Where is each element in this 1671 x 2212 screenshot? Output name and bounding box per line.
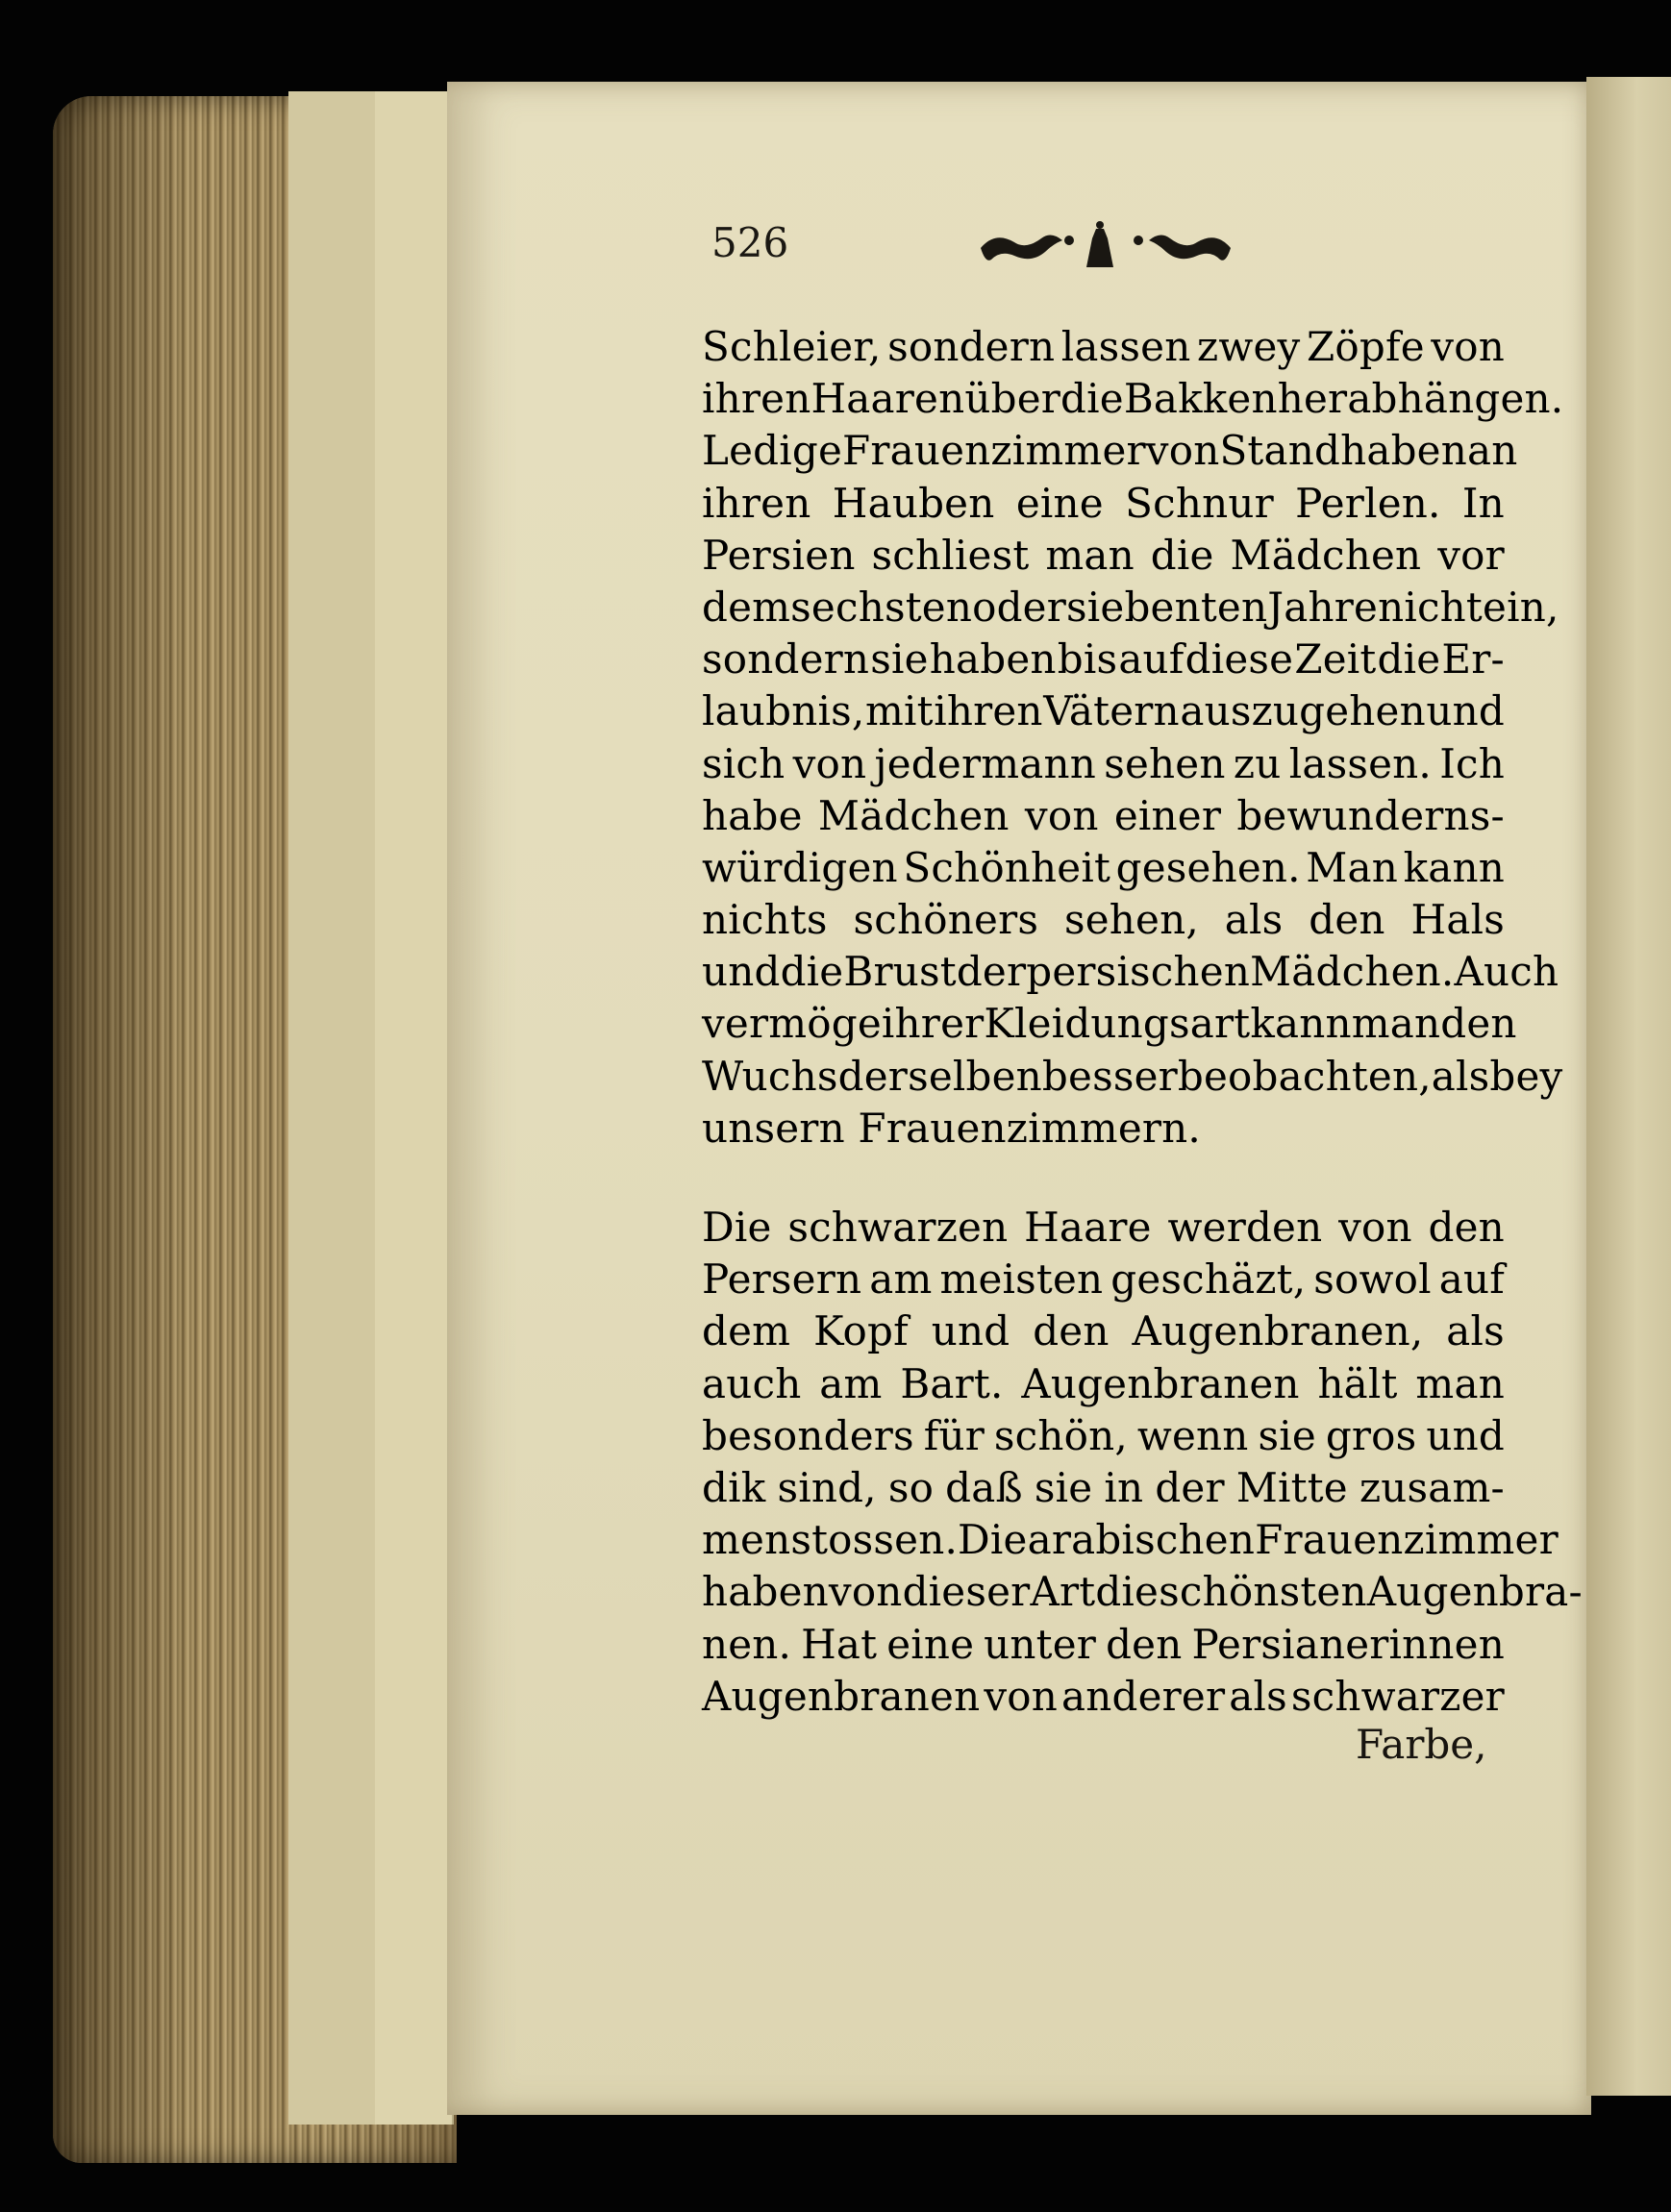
text-line: vermöge ihrer Kleidungsart kann man den <box>702 1000 1517 1048</box>
text-line: laubnis, mit ihren Vätern auszugehen und <box>702 687 1505 735</box>
ornament-icon <box>961 219 1250 272</box>
text-line: men stossen. Die arabischen Frauenzimmer <box>702 1516 1559 1564</box>
text-line: Persien schliest man die Mädchen vor <box>702 531 1505 579</box>
text-line: ihren Haaren über die Bakken herabhängen. <box>702 375 1564 423</box>
text-line: sondern sie haben bis auf diese Zeit die Er- <box>702 635 1505 683</box>
text-line: dem Kopf und den Augenbranen, als <box>702 1307 1505 1355</box>
leaf-edge <box>375 91 454 2125</box>
text-line: dem sechsten oder siebenten Jahre nicht ein, <box>702 583 1559 631</box>
facing-page-edge <box>1586 77 1671 2096</box>
text-line: würdigen Schönheit gesehen. Man kann <box>702 843 1505 891</box>
text-line: Die schwarzen Haare werden von den <box>702 1204 1505 1251</box>
text-line: unsern Frauenzimmern. <box>702 1104 1201 1152</box>
text-line: Persern am meisten geschäzt, sowol auf <box>702 1255 1505 1304</box>
text-line: besonders für schön, wenn sie gros und <box>702 1411 1505 1459</box>
text-line: haben von dieser Art die schönsten Augenbra- <box>702 1568 1583 1616</box>
paragraph-2 <box>702 1202 1583 1723</box>
leaf-edge <box>288 91 387 2125</box>
catchword: Farbe, <box>1356 1721 1487 1768</box>
text-line: dik sind, so daß sie in der Mitte zusam- <box>702 1463 1505 1511</box>
text-line: habe Mädchen von einer bewunderns- <box>702 791 1505 839</box>
text-line: Ledige Frauenzimmer von Stand haben an <box>702 427 1518 475</box>
text-line: Augenbranen von anderer als schwarzer <box>702 1672 1505 1720</box>
text-line: und die Brust der persischen Mädchen. Auch <box>702 948 1559 996</box>
text-line: nichts schöners sehen, als den Hals <box>702 896 1505 944</box>
text-line: Schleier, sondern lassen zwey Zöpfe von <box>702 323 1505 370</box>
paragraph-1 <box>702 321 1564 1155</box>
text-line: Wuchs derselben besser beobachten, als bey <box>702 1052 1563 1100</box>
page-number: 526 <box>711 219 789 266</box>
text-line: auch am Bart. Augenbranen hält man <box>702 1359 1505 1407</box>
running-header <box>711 219 1250 277</box>
text-line: nen. Hat eine unter den Persianerinnen <box>702 1620 1505 1668</box>
text-line: sich von jedermann sehen zu lassen. Ich <box>702 739 1505 787</box>
text-line: ihren Hauben eine Schnur Perlen. In <box>702 479 1505 527</box>
